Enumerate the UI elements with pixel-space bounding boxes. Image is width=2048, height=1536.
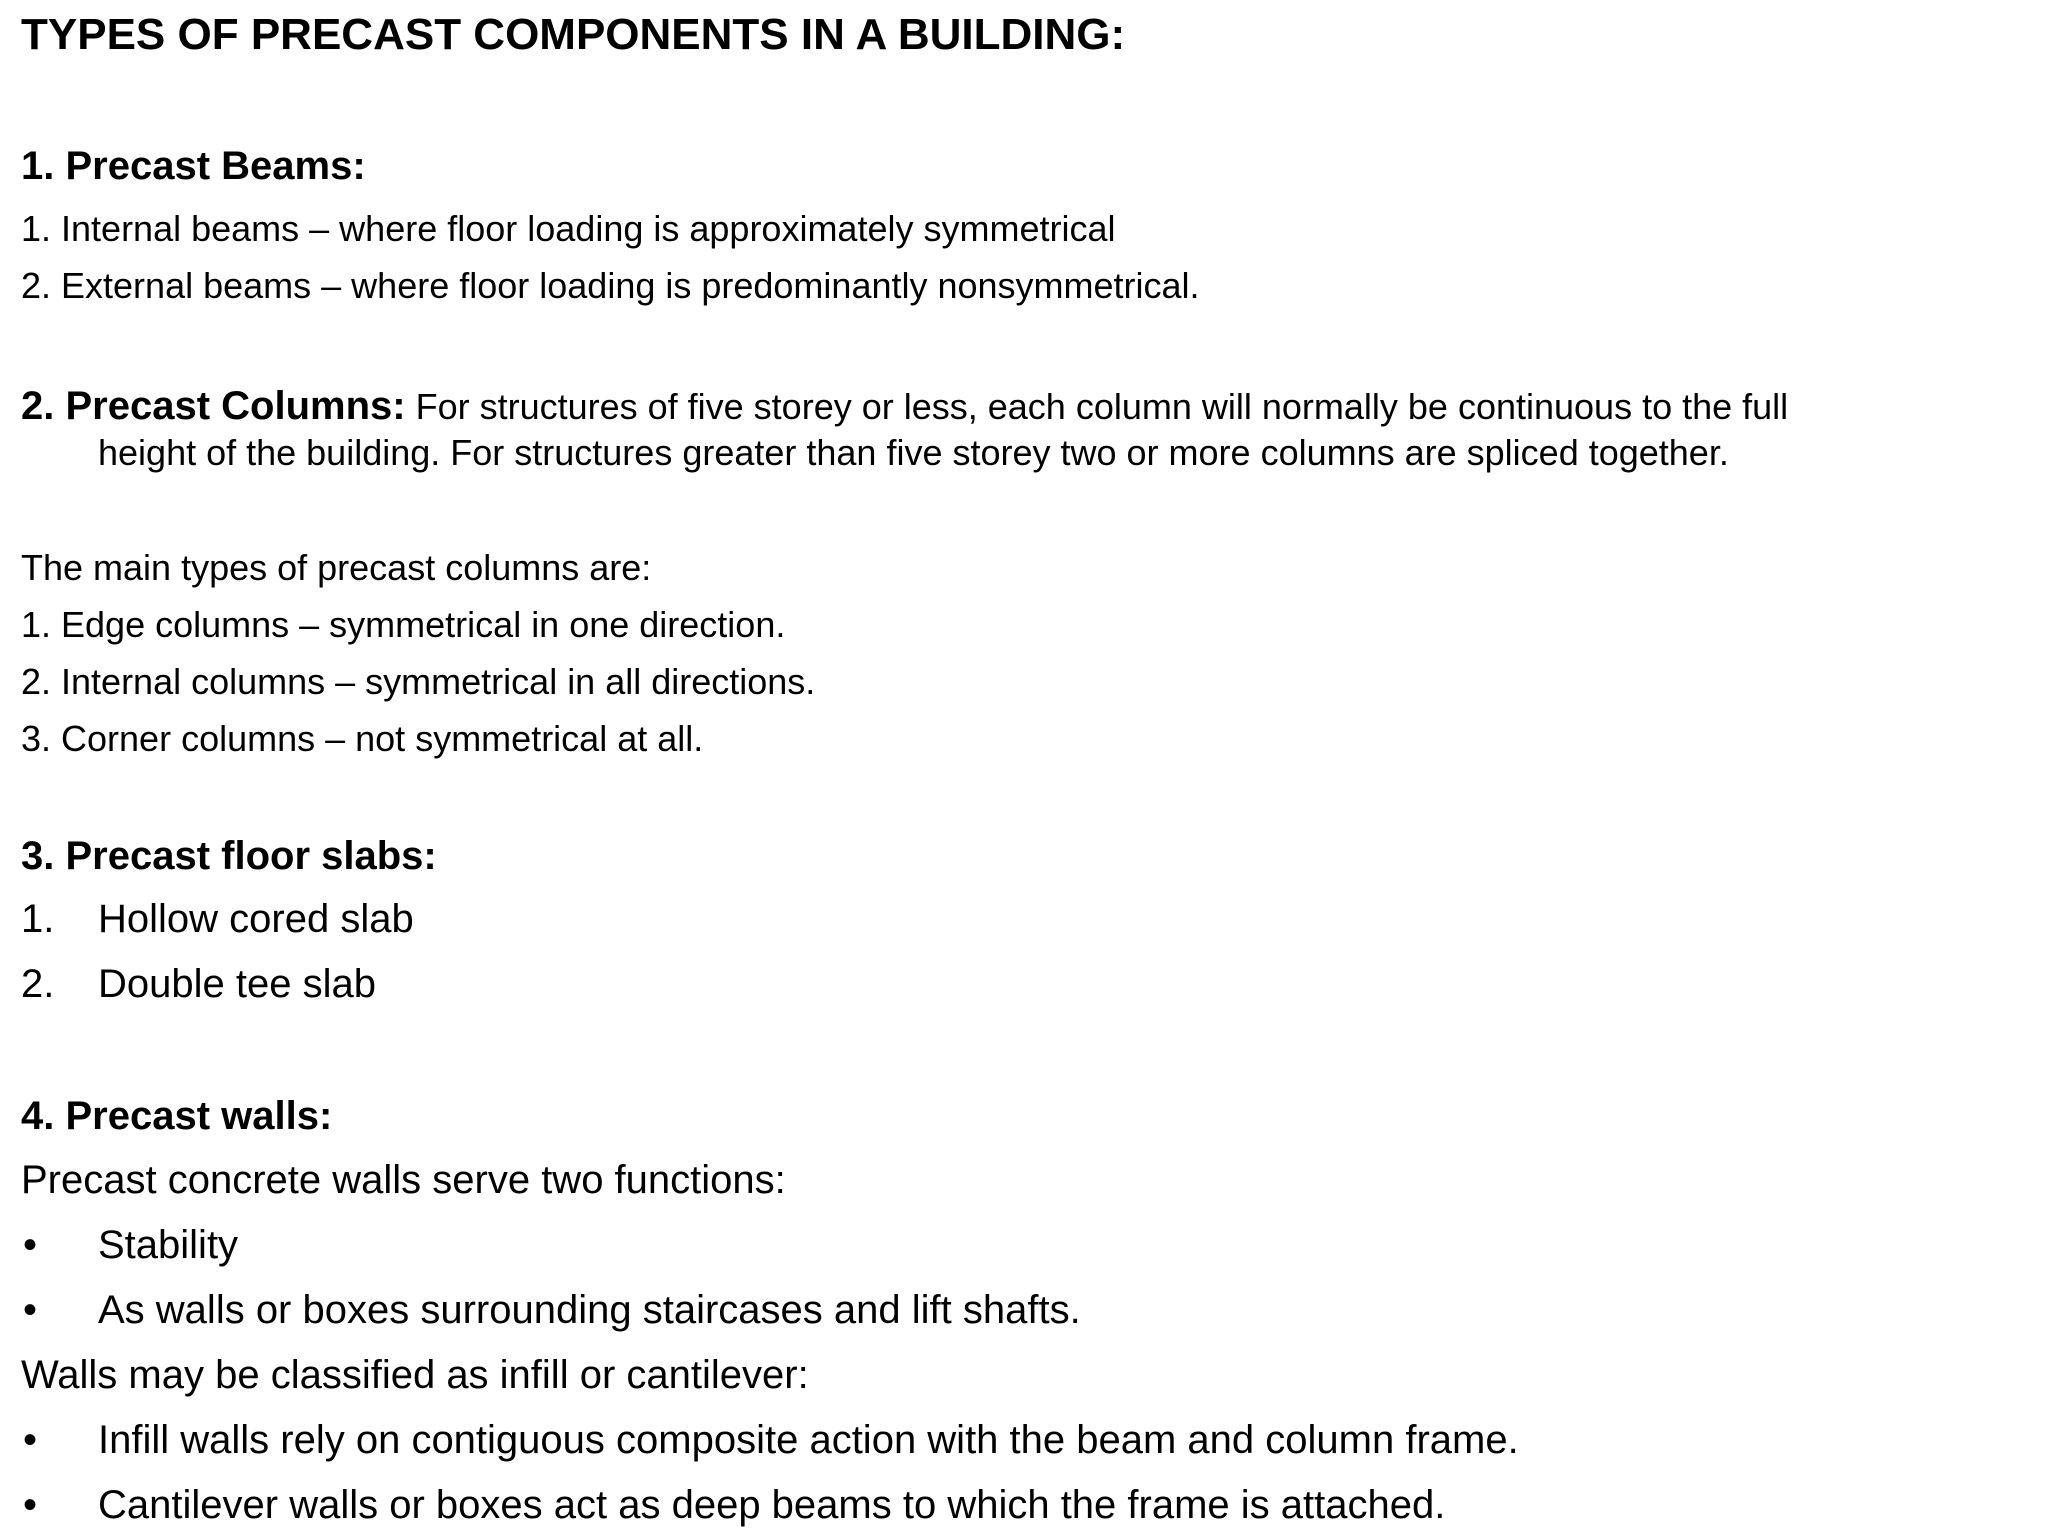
list-item: 2. External beams – where floor loading is predominantly nonsymmetrical.	[21, 265, 1200, 306]
list-item: 1. Edge columns – symmetrical in one direction.	[21, 604, 786, 645]
section-heading-beams: 1. Precast Beams:	[21, 144, 366, 188]
bullet-icon: •	[23, 1288, 38, 1332]
list-item-text: Double tee slab	[98, 962, 376, 1006]
bullet-icon: •	[23, 1223, 38, 1267]
bullet-icon: •	[23, 1418, 38, 1462]
section-heading-columns: 2. Precast Columns:	[21, 384, 406, 428]
list-number: 2.	[21, 962, 55, 1006]
columns-intro: The main types of precast columns are:	[21, 547, 652, 588]
list-item-text: Infill walls rely on contiguous composite action with the beam and column frame.	[98, 1418, 1519, 1462]
list-item	[21, 1417, 1519, 1463]
list-item-text: Hollow cored slab	[98, 897, 414, 941]
page-title: TYPES OF PRECAST COMPONENTS IN A BUILDING:	[21, 10, 1126, 59]
walls-classification: Walls may be classified as infill or cantilever:	[21, 1353, 809, 1397]
list-item-text: As walls or boxes surrounding staircases and lift shafts.	[98, 1288, 1081, 1332]
list-item	[21, 1222, 238, 1268]
walls-intro: Precast concrete walls serve two functions:	[21, 1158, 786, 1202]
list-item	[21, 896, 414, 942]
section-heading-slabs: 3. Precast floor slabs:	[21, 834, 437, 878]
list-item-text: Stability	[98, 1223, 239, 1267]
list-item: 1. Internal beams – where floor loading is approximately symmetrical	[21, 208, 1116, 249]
list-item: 2. Internal columns – symmetrical in all directions.	[21, 661, 816, 702]
list-number: 1.	[21, 897, 55, 941]
list-item	[21, 961, 376, 1007]
columns-text-line2: height of the building. For structures greater than five storey two or more columns are spliced together.	[98, 432, 1729, 473]
section-heading-walls: 4. Precast walls:	[21, 1094, 333, 1138]
columns-paragraph	[21, 383, 1788, 429]
list-item	[21, 1482, 1445, 1528]
list-item: 3. Corner columns – not symmetrical at all.	[21, 718, 704, 759]
list-item	[21, 1287, 1081, 1333]
list-item-text: Cantilever walls or boxes act as deep beams to which the frame is attached.	[98, 1483, 1446, 1527]
columns-text-line1: For structures of five storey or less, each column will normally be continuous to the full	[405, 386, 1789, 427]
bullet-icon: •	[23, 1483, 38, 1527]
